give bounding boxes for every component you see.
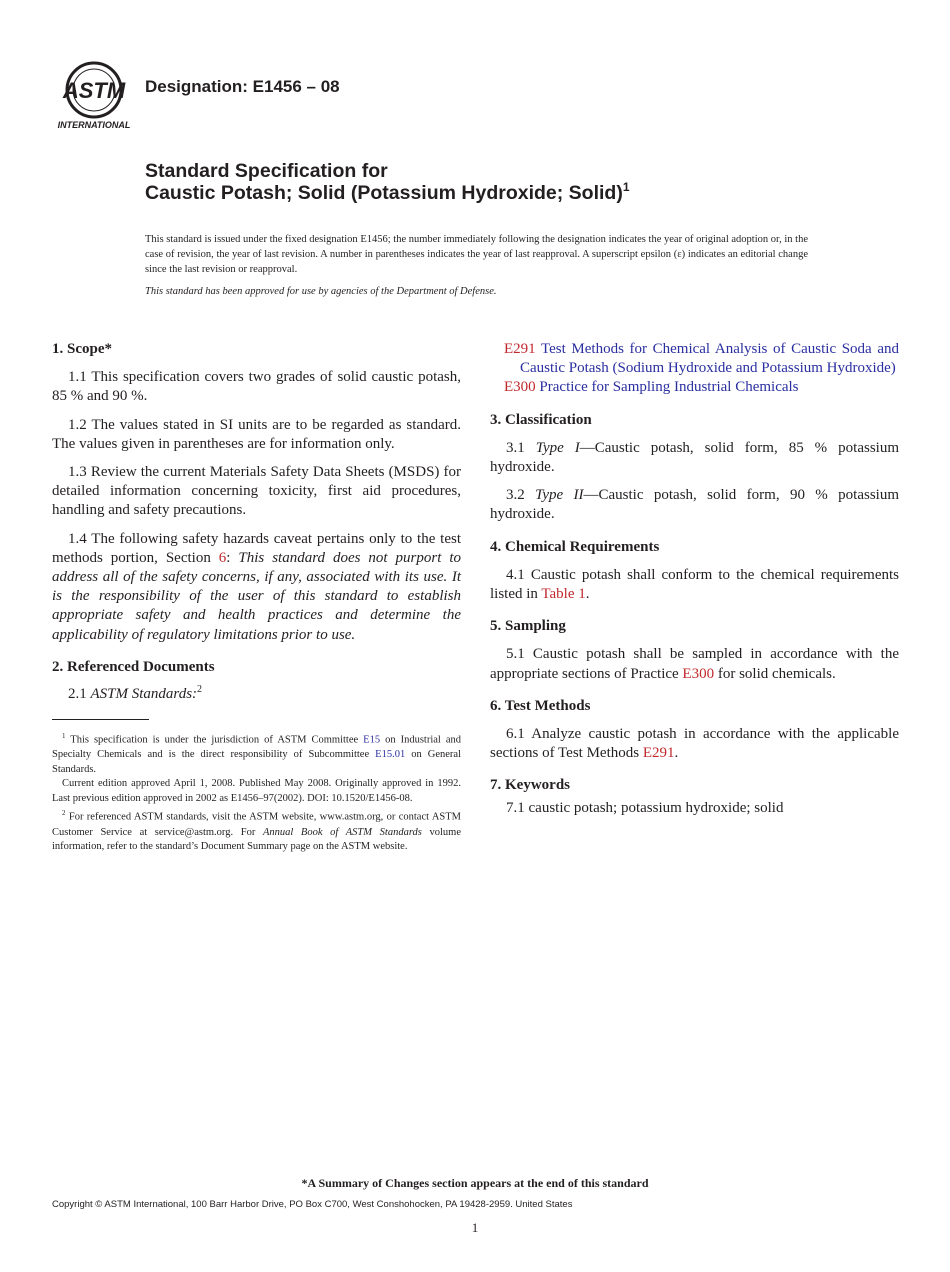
title-line2: [145, 182, 630, 205]
footnote-1: [52, 729, 461, 777]
left-column: [52, 340, 461, 704]
paragraph-7-1: 7.1 caustic potash; potassium hydroxide; solid: [506, 799, 784, 816]
paragraph-1-4-text: 1.4 The following safety hazards caveat pertains only to the test methods portion, Section: [52, 530, 461, 566]
paragraph-3-2-text: —Caustic potash, solid form, 90 % potassium hydroxide.: [490, 487, 899, 523]
table-1-link[interactable]: Table 1: [541, 586, 586, 603]
reference-title[interactable]: Practice for Sampling Industrial Chemicals: [539, 379, 799, 396]
dod-approval-note: This standard has been approved for use by agencies of the Department of Defense.: [145, 286, 497, 297]
safety-caveat: This standard does not purport to address all of the safety concerns, if any, associated with its use. It is the responsibility of the user of this standard to establish appropriate safety and health practices and determine the applicability of regulatory limitations prior to use.: [52, 549, 461, 643]
paragraph-6-1: [490, 725, 899, 763]
paragraph-5-1-text: 5.1 Caustic potash shall be sampled in accordance with the appropriate sections of Practice: [490, 646, 899, 682]
paragraph-4-1-text: 4.1 Caustic potash shall conform to the chemical requirements listed in: [490, 566, 899, 603]
section-6-link[interactable]: 6: [218, 549, 227, 566]
title-text: Caustic Potash; Solid (Potassium Hydroxide; Solid): [145, 182, 623, 204]
title-line1: Standard Specification for: [145, 160, 388, 182]
reference-code[interactable]: E291: [504, 341, 536, 357]
footnote-2-mark-text: 2: [62, 809, 66, 818]
logo-subtext: INTERNATIONAL: [57, 120, 131, 130]
paragraph-4-1-end: .: [585, 586, 590, 603]
reference-code[interactable]: E300: [504, 379, 536, 396]
section-heading-keywords: 7. Keywords: [490, 777, 570, 794]
reference-e300[interactable]: [490, 378, 899, 397]
subcommittee-e15-01-link[interactable]: E15.01: [375, 749, 406, 761]
astm-logo-icon: [52, 58, 136, 132]
paragraph-1-2: 1.2 The values stated in SI units are to be regarded as standard. The values given in parentheses are for information only.: [52, 416, 461, 452]
footnote-2-text-b: volume information, refer to the standard’s Document Summary page on the ASTM website.: [52, 826, 461, 853]
footnote-1-text-a: This specification is under the jurisdiction of ASTM Committee: [65, 734, 364, 746]
section-heading-referenced: 2. Referenced Documents: [52, 658, 215, 675]
title-footnote-mark[interactable]: 1: [622, 180, 630, 194]
paragraph-3-1-num: 3.1: [506, 439, 536, 456]
edition-note: Current edition approved April 1, 2008. Published May 2008. Originally approved in 1992. Last previous edition approved in 2002 as E1456–97(2002). DOI: 10.1520/E1456-08.: [52, 778, 461, 804]
footnote-2: [52, 806, 461, 854]
footnotes: [52, 729, 461, 855]
paragraph-4-1: [490, 566, 899, 604]
committee-e15-link[interactable]: E15: [363, 734, 381, 746]
astm-standards-label: ASTM Standards:: [90, 686, 198, 703]
copyright: Copyright © ASTM International, 100 Barr Harbor Drive, PO Box C700, West Conshohocken, PA 19428-2959. United States: [52, 1199, 573, 1210]
right-column: [490, 340, 899, 818]
paragraph-5-1: [490, 645, 899, 683]
type-ii-label: Type II: [535, 487, 584, 504]
footnote-divider: [52, 719, 149, 720]
designation: Designation: E1456 – 08: [145, 77, 340, 96]
paragraph-3-1: [490, 439, 899, 477]
type-i-label: Type I: [535, 439, 580, 456]
logo-text: ASTM: [62, 78, 126, 103]
paragraph-1-3: 1.3 Review the current Materials Safety Data Sheets (MSDS) for detailed information concerning toxicity, first aid procedures, handling and safety precautions.: [52, 464, 461, 519]
paragraph-6-1-end: .: [674, 745, 679, 762]
e291-link[interactable]: E291: [642, 745, 675, 762]
paragraph-2-1: [52, 680, 461, 704]
paragraph-5-1-end: for solid chemicals.: [714, 665, 836, 682]
page-number: 1: [471, 1220, 479, 1235]
paragraph-3-2-num: 3.2: [506, 487, 536, 504]
section-heading-classification: 3. Classification: [490, 411, 592, 428]
section-heading-test-methods: 6. Test Methods: [490, 697, 591, 714]
e300-link[interactable]: E300: [682, 665, 715, 682]
footnote-1-mark: 1: [62, 732, 66, 740]
paragraph-6-1-text: 6.1 Analyze caustic potash in accordance with the applicable sections of Test Methods: [490, 726, 899, 762]
paragraph-1-4: [52, 530, 461, 645]
paragraph-3-1-text: —Caustic potash, solid form, 85 % potassium hydroxide.: [490, 439, 899, 476]
reference-title[interactable]: Test Methods for Chemical Analysis of Caustic Soda and Caustic Potash (Sodium Hydroxide and Potassium Hydroxide): [520, 341, 899, 377]
footnote-1-text-c: on General Standards.: [52, 749, 461, 775]
summary-of-changes-note: *A Summary of Changes section appears at the end of this standard: [301, 1176, 649, 1190]
paragraph-1-4-sep: :: [226, 549, 239, 566]
annual-book-title: Annual Book of ASTM Standards: [262, 826, 422, 838]
footnote-1-text-b: on Industrial and Specialty Chemicals and is the direct responsibility of Subcommittee: [52, 734, 461, 761]
section-heading-sampling: 5. Sampling: [490, 618, 566, 635]
footnote-2-mark[interactable]: 2: [197, 684, 203, 696]
paragraph-1-1: 1.1 This specification covers two grades of solid caustic potash, 85 % and 90 %.: [52, 369, 461, 405]
reference-e291[interactable]: [490, 340, 899, 378]
issuance-notice: This standard is issued under the fixed designation E1456; the number immediately following the designation indicates the year of original adoption or, in the case of revision, the year of last revision. A number in parentheses indicates the year of last reapproval. A superscript epsilon (ε) indicates an editorial change since the last revision or reapproval.: [145, 234, 808, 275]
paragraph-3-2: [490, 486, 899, 524]
astm-logo: [52, 58, 136, 132]
footnote-2-text-a: For referenced ASTM standards, visit the ASTM website, www.astm.org, or contact ASTM Customer Service at service@astm.org. For: [52, 811, 461, 838]
section-heading-chemical: 4. Chemical Requirements: [490, 538, 660, 555]
section-heading-scope: 1. Scope*: [52, 341, 112, 357]
paragraph-2-1-num: 2.1: [68, 686, 91, 703]
